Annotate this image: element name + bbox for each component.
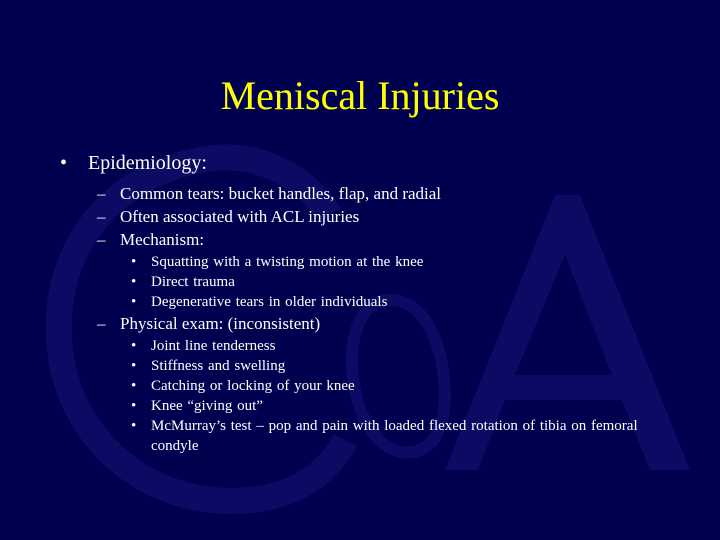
subbullet-text: Physical exam: (inconsistent): [120, 314, 321, 333]
exam-text: Stiffness and swelling: [151, 358, 286, 374]
subbullet-text: Mechanism:: [120, 230, 205, 249]
dot-marker: •: [131, 378, 137, 394]
subbullet-text: Often associated with ACL injuries: [120, 207, 360, 226]
dot-marker: •: [131, 254, 137, 270]
dot-marker: •: [131, 358, 137, 374]
dash-marker: –: [97, 314, 106, 333]
dot-marker: •: [131, 294, 137, 310]
dash-marker: –: [97, 207, 106, 226]
dot-marker: •: [131, 418, 137, 434]
dot-marker: •: [131, 274, 137, 290]
exam-text: Joint line tenderness: [151, 338, 276, 354]
exam-text: Knee “giving out”: [151, 398, 263, 414]
dash-marker: –: [97, 184, 106, 203]
exam-text: McMurray’s test – pop and pain with loaded flexed rotation of tibia on femoral condyle: [151, 418, 638, 454]
dash-marker: –: [97, 230, 106, 249]
dot-marker: •: [131, 338, 137, 354]
dot-marker: •: [131, 398, 137, 414]
slide-title: Meniscal Injuries: [220, 73, 500, 118]
mechanism-text: Direct trauma: [151, 274, 235, 290]
mechanism-text: Degenerative tears in older individuals: [151, 294, 388, 310]
exam-text: Catching or locking of your knee: [151, 378, 355, 394]
subbullet-text: Common tears: bucket handles, flap, and radial: [120, 184, 442, 203]
mechanism-text: Squatting with a twisting motion at the knee: [151, 254, 424, 270]
bullet-marker: •: [60, 152, 68, 174]
bullet-text: Epidemiology:: [88, 152, 207, 174]
